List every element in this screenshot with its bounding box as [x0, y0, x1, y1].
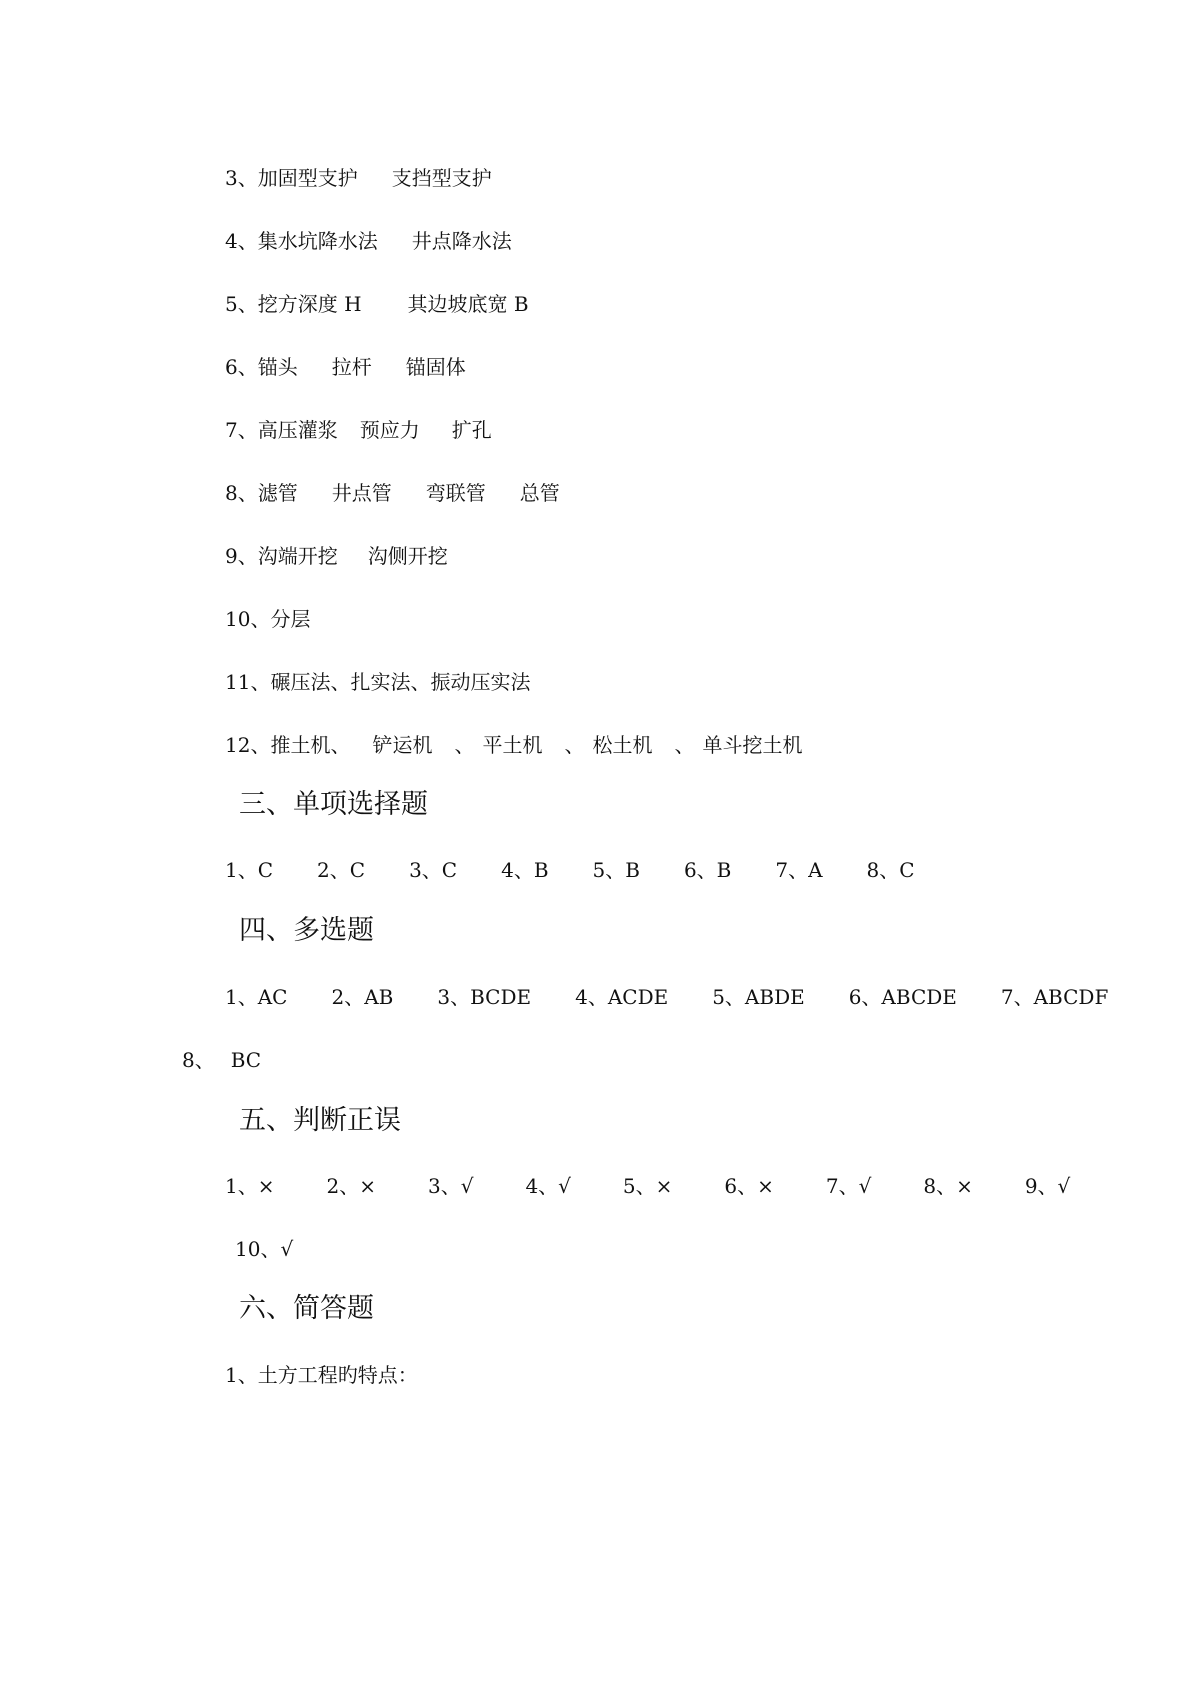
answer-item: 推土机、 — [270, 733, 351, 757]
answer-item: 井点管 — [331, 481, 392, 505]
fill-answer-12 — [225, 732, 802, 758]
answer-item: 6、ABCDE — [848, 985, 957, 1009]
true-false-answers — [225, 1173, 1070, 1199]
answer-number: 10、 — [225, 607, 271, 631]
answer-item: 7、√ — [825, 1174, 872, 1198]
multiple-choice-answer-8 — [182, 1047, 261, 1073]
section-heading-short-answer: 六、简答题 — [239, 1293, 374, 1324]
separator: 、 — [674, 733, 695, 757]
answer-item: 4、ACDE — [575, 985, 669, 1009]
answer-item: 锚固体 — [405, 355, 466, 379]
answer-item: 8、C — [866, 858, 915, 882]
answer-item: 扩孔 — [451, 418, 492, 442]
answer-item: 锚头 — [257, 355, 298, 379]
answer-item: 拉杆 — [331, 355, 372, 379]
answer-item: 1、× — [225, 1174, 275, 1198]
answer-item: 2、C — [317, 858, 366, 882]
answer-number: 8、 — [182, 1048, 215, 1072]
answer-item: 7、A — [775, 858, 823, 882]
answer-text: 分层 — [270, 607, 311, 631]
answer-item: 5、B — [592, 858, 640, 882]
answer-item: 单斗挖土机 — [702, 733, 803, 757]
answer-item: 总管 — [519, 481, 560, 505]
answer-item: 7、ABCDF — [1000, 985, 1109, 1009]
section-heading-single-choice: 三、单项选择题 — [239, 789, 428, 820]
answer-number: 11、 — [225, 670, 271, 694]
section-heading-multiple-choice: 四、多选题 — [239, 915, 374, 946]
answer-text: 碾压法、扎实法、振动压实法 — [270, 670, 531, 694]
answer-item: 沟侧开挖 — [367, 544, 448, 568]
answer-item: 5、× — [622, 1174, 673, 1198]
section-heading-true-false: 五、判断正误 — [239, 1105, 401, 1136]
answer-item: 挖方深度 H — [257, 292, 362, 316]
fill-answer-5 — [225, 291, 529, 317]
answer-item: 6、× — [724, 1174, 774, 1198]
answer-item: 3、√ — [427, 1174, 474, 1198]
fill-answer-11 — [225, 669, 530, 695]
answer-item: 弯联管 — [425, 481, 486, 505]
answer-item: 支挡型支护 — [391, 166, 492, 190]
single-choice-answers — [225, 857, 915, 883]
multiple-choice-answers — [225, 984, 1108, 1010]
fill-answer-10 — [225, 606, 310, 632]
answer-item: 3、BCDE — [437, 985, 532, 1009]
answer-item: 平土机 — [482, 733, 543, 757]
answer-item: 1、AC — [225, 985, 288, 1009]
answer-item: 5、ABDE — [712, 985, 805, 1009]
answer-item: 6、B — [683, 858, 732, 882]
answer-number: 7、 — [225, 418, 258, 442]
answer-item: BC — [230, 1048, 262, 1072]
fill-answer-3 — [225, 165, 492, 191]
answer-item: 4、√ — [525, 1174, 571, 1198]
answer-item: 2、× — [326, 1174, 376, 1198]
separator: 、 — [454, 733, 475, 757]
answer-item: 4、B — [501, 858, 549, 882]
answer-item: 2、AB — [331, 985, 394, 1009]
answer-number: 5、 — [225, 292, 258, 316]
answer-item: 9、√ — [1024, 1174, 1071, 1198]
answer-number: 8、 — [225, 481, 258, 505]
answer-item: 其边坡底宽 B — [407, 292, 529, 316]
short-answer-question-1: 1、土方工程旳特点： — [225, 1363, 418, 1387]
answer-item: 松土机 — [592, 733, 653, 757]
answer-item: 3、C — [409, 858, 458, 882]
answer-item: 加固型支护 — [257, 166, 358, 190]
answer-number: 6、 — [225, 355, 258, 379]
answer-number: 4、 — [225, 229, 258, 253]
fill-answer-6 — [225, 354, 466, 380]
answer-item: 滤管 — [257, 481, 298, 505]
fill-answer-7 — [225, 417, 492, 443]
answer-item: 铲运机 — [372, 733, 433, 757]
answer-item: 井点降水法 — [411, 229, 512, 253]
true-false-answer-10: 10、√ — [235, 1237, 294, 1261]
answer-item: 预应力 — [359, 418, 420, 442]
fill-answer-4 — [225, 228, 512, 254]
answer-item: 8、× — [923, 1174, 973, 1198]
separator: 、 — [564, 733, 585, 757]
fill-answer-8 — [225, 480, 560, 506]
answer-item: 高压灌浆 — [257, 418, 338, 442]
answer-number: 12、 — [225, 733, 271, 757]
answer-number: 9、 — [225, 544, 258, 568]
answer-item: 沟端开挖 — [257, 544, 338, 568]
answer-number: 3、 — [225, 166, 258, 190]
fill-answer-9 — [225, 543, 448, 569]
answer-item: 集水坑降水法 — [257, 229, 378, 253]
answer-item: 1、C — [225, 858, 274, 882]
